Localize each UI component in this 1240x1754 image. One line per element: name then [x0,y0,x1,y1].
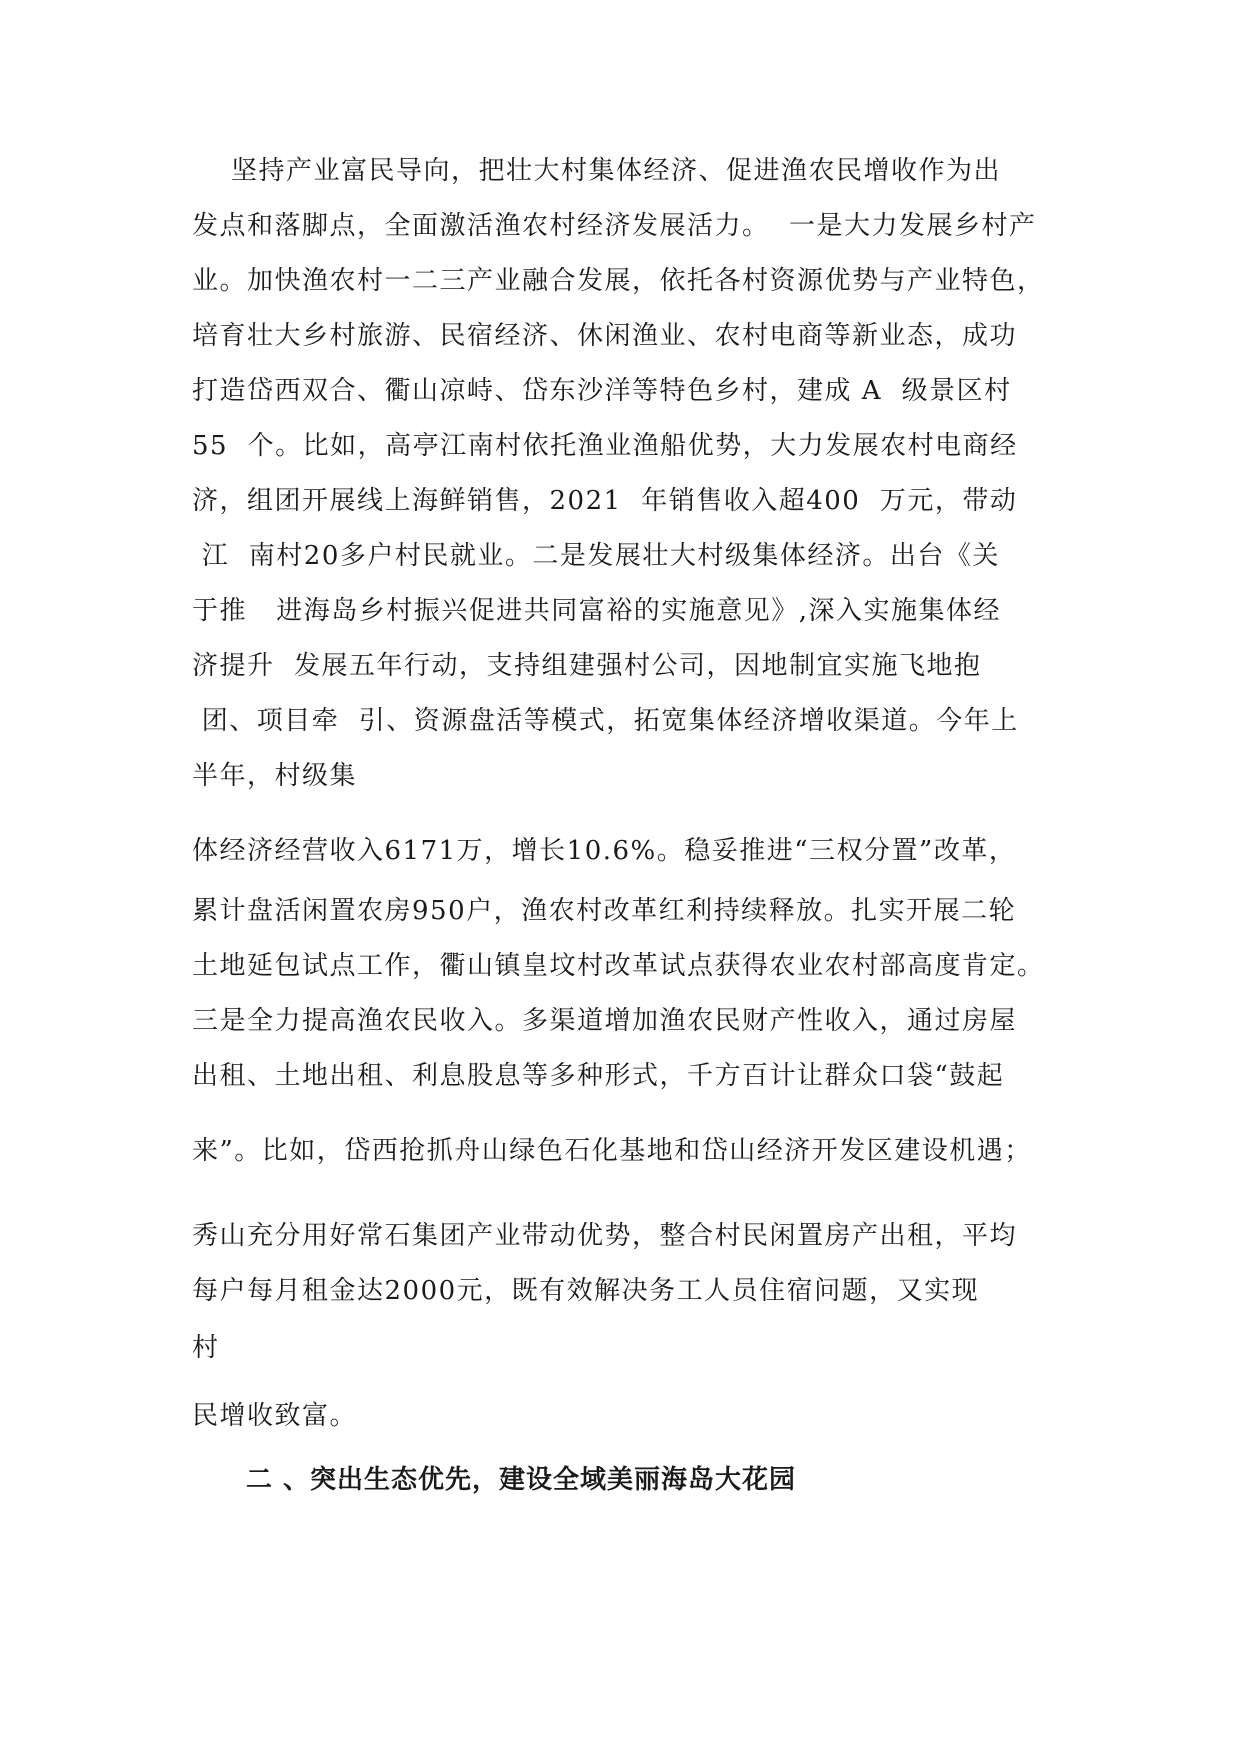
paragraph-line: 半年，村级集 [192,761,358,791]
paragraph-line: 培育壮大乡村旅游、民宿经济、休闲渔业、农村电商等新业态，成功 [192,321,1018,351]
paragraph-line: 于推 进海岛乡村振兴促进共同富裕的实施意见》,深入实施集体经 [192,596,1002,626]
paragraph-line: 业。加快渔农村一二三产业融合发展，依托各村资源优势与产业特色， [192,266,1045,296]
section-heading: 二 、突出生态优先，建设全域美丽海岛大花园 [246,1465,797,1495]
paragraph-line: 体经济经营收入6171万，增长10.6%。稳妥推进“三权分置”改革， [192,836,1017,866]
paragraph-line: 每户每月租金达2000元，既有效解决务工人员住宿问题，又实现 [192,1276,980,1306]
paragraph-line: 累计盘活闲置农房950户，渔农村改革红利持续释放。扎实开展二轮 [192,896,1017,926]
paragraph-line: 土地延包试点工作，衢山镇皇坟村改革试点获得农业农村部高度肯定。 [192,951,1045,981]
paragraph-line: 发点和落脚点，全面激活渔农村经济发展活力。 一是大力发展乡村产 [192,211,1037,241]
paragraph-line: 三是全力提高渔农民收入。多渠道增加渔农民财产性收入，通过房屋 [192,1006,1018,1036]
paragraph-line: 打造岱西双合、衢山凉峙、岱东沙洋等特色乡村，建成 A 级景区村 [192,376,1012,406]
paragraph-line: 秀山充分用好常石集团产业带动优势，整合村民闲置房产出租，平均 [192,1221,1018,1251]
paragraph-line: 坚持产业富民导向，把壮大村集体经济、促进渔农民增收作为出 [192,156,1002,186]
paragraph-line: 江 南村20多户村民就业。二是发展壮大村级集体经济。出台《关 [192,541,1000,571]
paragraph-line: 来”。比如，岱西抢抓舟山绿色石化基地和岱山经济开发区建设机遇； [192,1136,1032,1166]
paragraph-line: 济提升 发展五年行动，支持组建强村公司，因地制宜实施飞地抱 [192,651,982,681]
paragraph-line: 民增收致富。 [192,1401,358,1431]
paragraph-line: 团、项目牵 引、资源盘活等模式，拓宽集体经济增收渠道。今年上 [192,706,1019,736]
paragraph-line: 55 个。比如，高亭江南村依托渔业渔船优势，大力发展农村电商经 [192,431,1018,461]
paragraph-line: 出租、土地出租、利息股息等多种形式，千方百计让群众口袋“鼓起 [192,1061,1005,1091]
paragraph-line: 村 [192,1333,220,1363]
paragraph-line: 济，组团开展线上海鲜销售，2021 年销售收入超400 万元，带动 [192,486,1018,516]
